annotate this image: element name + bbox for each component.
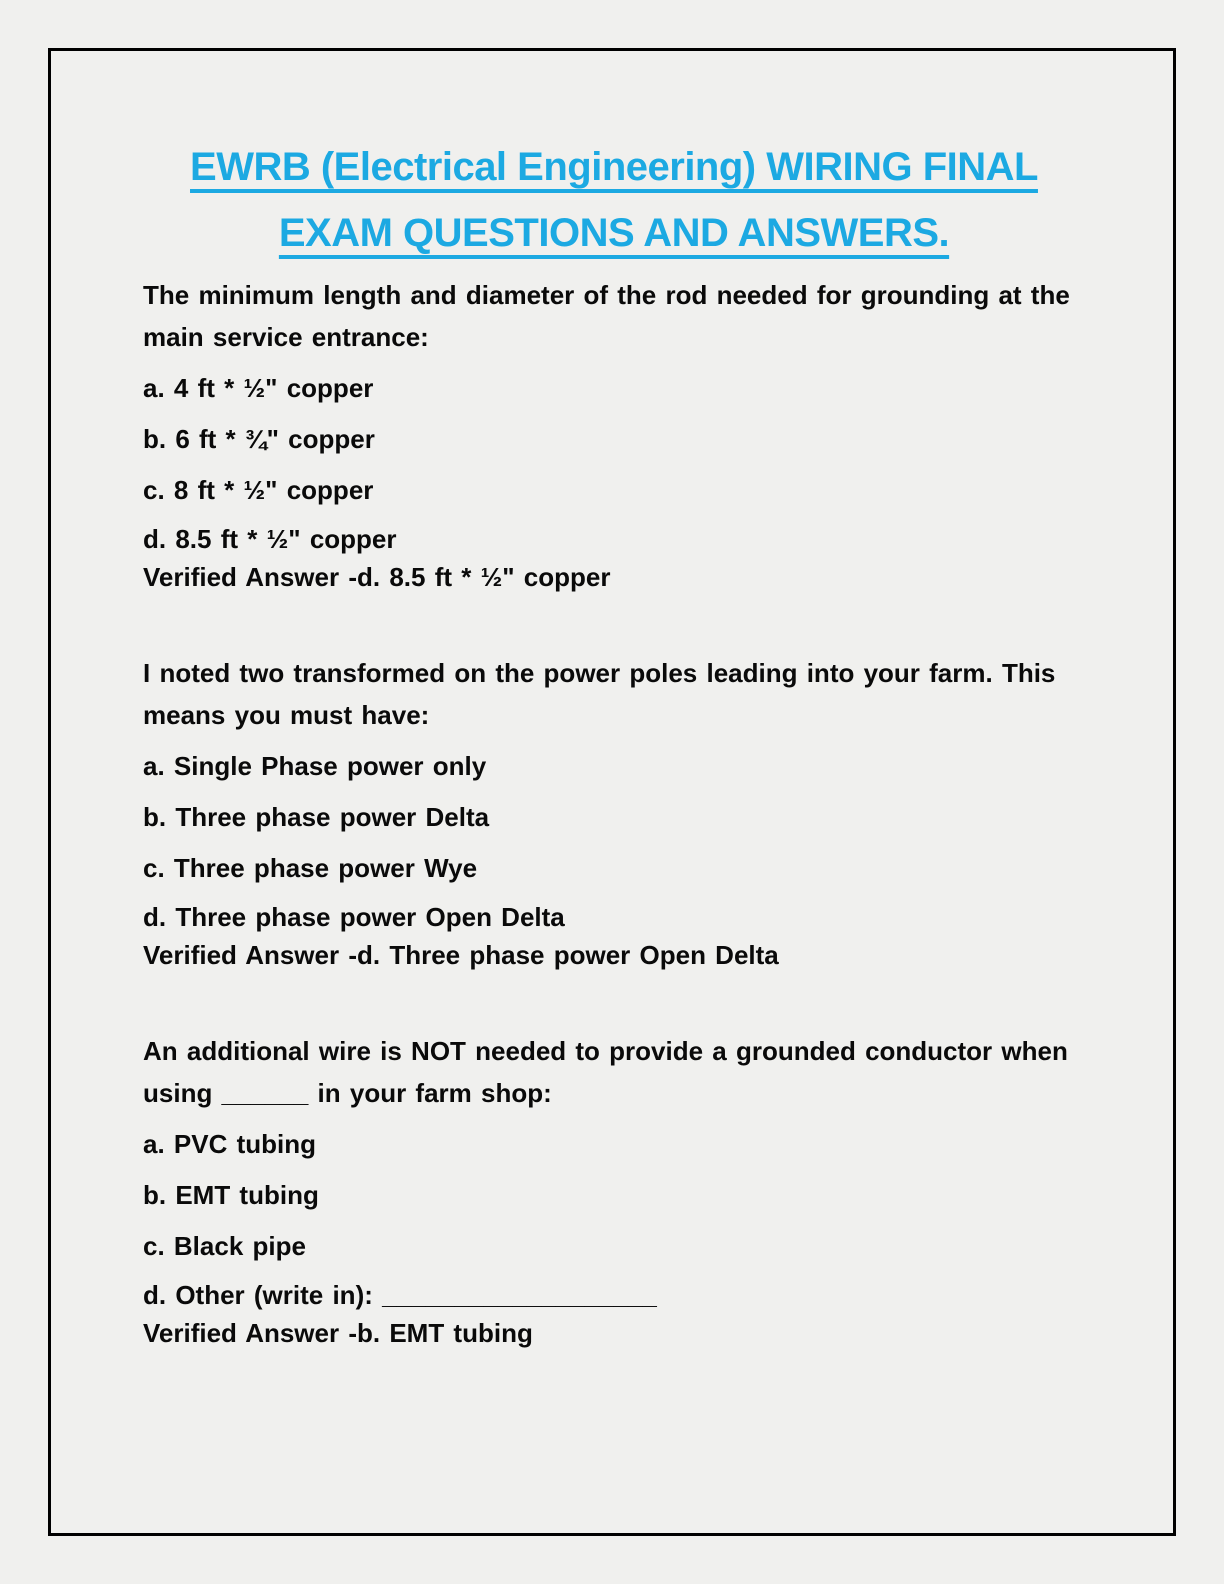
question-block-2 — [143, 652, 1085, 974]
question-2-option-c: c. Three phase power Wye — [143, 853, 478, 883]
question-block-1 — [143, 274, 1085, 596]
question-1-text — [143, 274, 1085, 358]
question-block-3 — [143, 1030, 1085, 1352]
question-3-option-b: b. EMT tubing — [143, 1180, 319, 1210]
title-line-2: EXAM QUESTIONS AND ANSWERS. — [278, 211, 950, 255]
question-3-text-line-1: An additional wire is NOT needed to provide a grounded conductor when — [143, 1036, 1068, 1066]
question-3-verified-answer: Verified Answer -b. EMT tubing — [143, 1318, 533, 1348]
question-2-text — [143, 652, 1085, 736]
question-1-verified-answer: Verified Answer -d. 8.5 ft * ½" copper — [143, 562, 611, 592]
question-2-answer-group — [143, 898, 1085, 974]
title-line-1: EWRB (Electrical Engineering) WIRING FINAL — [190, 145, 1038, 189]
question-3-text — [143, 1030, 1085, 1114]
question-3-option-c: c. Black pipe — [143, 1231, 306, 1261]
question-1-option-a: a. 4 ft * ½" copper — [143, 373, 374, 403]
question-1-answer-group — [143, 520, 1085, 596]
question-3-option-a: a. PVC tubing — [143, 1129, 316, 1159]
question-2-option-b: b. Three phase power Delta — [143, 802, 490, 832]
question-3-answer-group — [143, 1276, 1085, 1352]
question-1-text-line-1: The minimum length and diameter of the rod needed for grounding at the — [143, 280, 1070, 310]
question-2-option-d: d. Three phase power Open Delta — [143, 902, 565, 932]
question-2-text-line-2: means you must have: — [143, 700, 430, 730]
question-1-option-d: d. 8.5 ft * ½" copper — [143, 524, 397, 554]
document-title — [143, 134, 1085, 266]
question-2-verified-answer: Verified Answer -d. Three phase power Open Delta — [143, 940, 779, 970]
question-3-text-line-2: using ______ in your farm shop: — [143, 1078, 552, 1108]
question-2-option-a: a. Single Phase power only — [143, 751, 487, 781]
question-1-text-line-2: main service entrance: — [143, 322, 429, 352]
question-1-option-c: c. 8 ft * ½" copper — [143, 475, 374, 505]
question-3-option-d: d. Other (write in): ___________________ — [143, 1280, 657, 1310]
question-2-text-line-1: I noted two transformed on the power poles leading into your farm. This — [143, 658, 1056, 688]
question-1-option-b: b. 6 ft * ¾" copper — [143, 424, 375, 454]
page-border-frame — [48, 48, 1176, 1536]
